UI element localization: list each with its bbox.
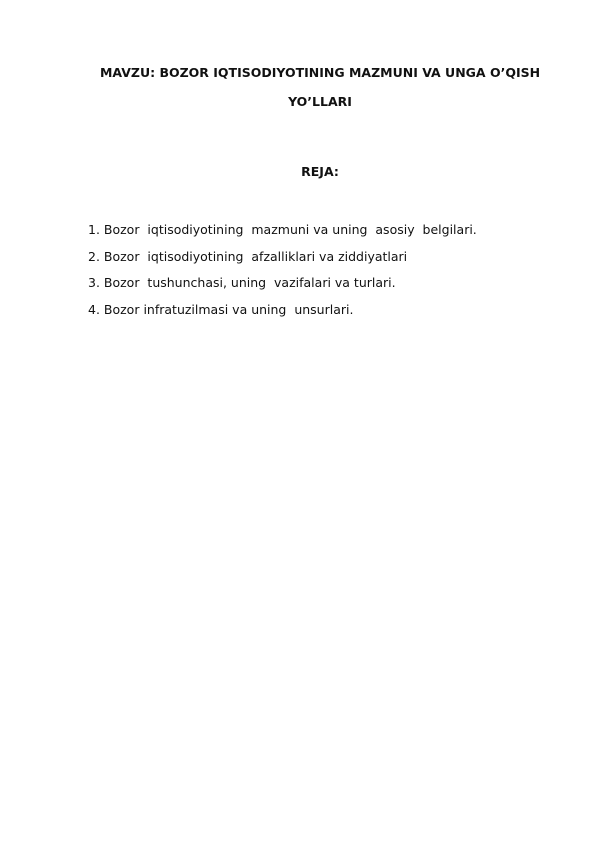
plan-item-4: 4. Bozor infratuzilmasi va uning unsurlari. (88, 301, 354, 317)
document-title (60, 58, 580, 116)
plan-list (88, 217, 477, 323)
title-line-2: YO’LLARI (288, 94, 352, 109)
plan-item-1: 1. Bozor iqtisodiyotining mazmuni va uning asosiy belgilari. (88, 222, 477, 237)
title-line-1: MAVZU: BOZOR IQTISODIYOTINING MAZMUNI VA UNGA O’QISH (99, 65, 541, 80)
plan-item-2: 2. Bozor iqtisodiyotining afzalliklari va ziddiyatlari (88, 248, 408, 264)
plan-item-3: 3. Bozor tushunchasi, uning vazifalari va turlari. (88, 275, 396, 290)
plan-heading: REJA: (301, 164, 339, 179)
